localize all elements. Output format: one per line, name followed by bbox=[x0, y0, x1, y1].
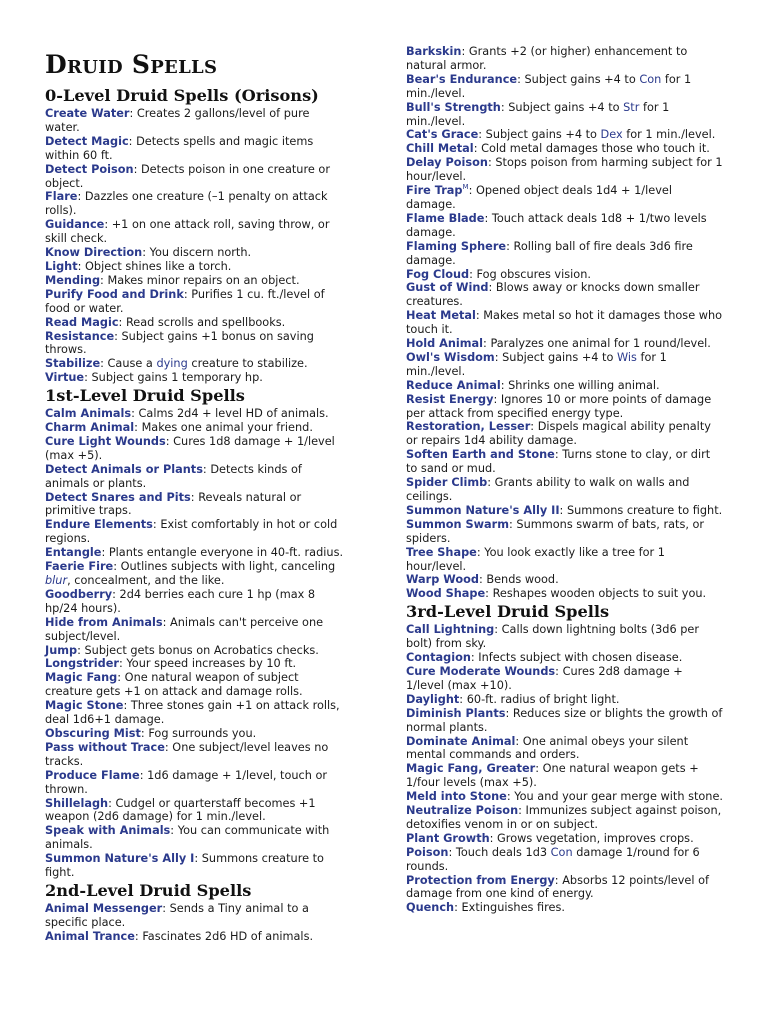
spell-entry-charm-animal: Charm Animal: Makes one animal your friend. bbox=[45, 421, 313, 435]
spell-name-link[interactable]: Summon Nature's Ally II bbox=[406, 503, 560, 517]
spell-description: One natural weapon of subject creature gets +1 on attack and damage rolls. bbox=[45, 671, 303, 699]
spell-description: Turns stone to clay, or dirt to sand or mud. bbox=[406, 448, 711, 476]
spell-description: Grants ability to walk on walls and ceilings. bbox=[406, 476, 690, 503]
spell-description: Exist comfortably in hot or cold regions. bbox=[45, 518, 338, 546]
spell-description: Dazzles one creature (–1 penalty on attack rolls). bbox=[45, 190, 328, 218]
spell-description: Summons creature to fight. bbox=[566, 503, 723, 517]
spell-description: Fascinates 2d6 HD of animals. bbox=[142, 929, 314, 943]
spell-description: Cures 2d8 damage + 1/level (max +10). bbox=[406, 664, 683, 692]
spell-entry-shillelagh: Shillelagh: Cudgel or quarterstaff becomes +1 weapon (2d6 damage) for 1 min./level. bbox=[45, 796, 316, 824]
spell-entry-animal-messenger: Animal Messenger: Sends a Tiny animal to a specific place. bbox=[45, 901, 309, 929]
spell-name-link[interactable]: Animal Trance bbox=[45, 929, 135, 943]
spell-description: Read scrolls and spellbooks. bbox=[125, 315, 286, 329]
spell-entry-tree-shape: Tree Shape: You look exactly like a tree for 1 hour/level. bbox=[406, 545, 665, 573]
spell-name-link[interactable]: Longstrider bbox=[45, 657, 119, 671]
spell-entry-reduce-animal: Reduce Animal: Shrinks one willing animal. bbox=[406, 378, 660, 392]
spell-entry-flare: Flare: Dazzles one creature (–1 penalty on attack rolls). bbox=[45, 190, 328, 218]
spell-entry-jump: Jump: Subject gets bonus on Acrobatics checks. bbox=[45, 643, 319, 657]
spell-description: Makes minor repairs on an object. bbox=[107, 273, 300, 287]
spell-description: Calms 2d4 + level HD of animals. bbox=[138, 407, 329, 421]
spell-name-link[interactable]: Dominate Animal bbox=[406, 734, 516, 748]
spell-description: Detects kinds of animals or plants. bbox=[45, 462, 302, 490]
spell-name-link[interactable]: Protection from Energy bbox=[406, 873, 555, 887]
spell-name-link[interactable]: Endure Elements bbox=[45, 518, 153, 532]
spell-description: Cures 1d8 damage + 1/level (max +5). bbox=[45, 434, 335, 462]
spell-description: Fog surrounds you. bbox=[148, 726, 257, 740]
spell-name-link[interactable]: Fire Trap bbox=[406, 184, 463, 198]
spell-entry-speak-with-animals: Speak with Animals: You can communicate with animals. bbox=[45, 824, 330, 852]
spell-description: Creates 2 gallons/level of pure water. bbox=[45, 107, 310, 134]
spell-entry-flaming-sphere: Flaming Sphere: Rolling ball of fire deals 3d6 fire damage. bbox=[406, 239, 693, 267]
spell-name-link[interactable]: Know Direction bbox=[45, 246, 143, 260]
spell-description: Object shines like a torch. bbox=[85, 259, 232, 273]
spell-entry-soften-earth-and-stone: Soften Earth and Stone: Turns stone to clay, or dirt to sand or mud. bbox=[406, 448, 711, 476]
spell-description: Grows vegetation, improves crops. bbox=[497, 831, 694, 845]
spell-name-link[interactable]: Flare bbox=[45, 190, 78, 204]
spell-description: for 1 min./level. bbox=[622, 128, 716, 142]
spell-name-link[interactable]: Guidance bbox=[45, 218, 105, 232]
spell-description: Opened object deals 1d4 + 1/level damage. bbox=[406, 184, 672, 211]
spell-description: You can communicate with animals. bbox=[45, 824, 330, 852]
spell-name-link[interactable]: Entangle bbox=[45, 546, 102, 560]
spell-description: creature to stabilize. bbox=[187, 357, 308, 371]
spell-description: Purifies 1 cu. ft./level of food or water. bbox=[45, 287, 325, 315]
spell-entry-restoration-lesser: Restoration, Lesser: Dispels magical ability penalty or repairs 1d4 ability damage. bbox=[406, 420, 711, 448]
spell-name-link[interactable]: Virtue bbox=[45, 371, 85, 385]
spell-description: Reveals natural or primitive traps. bbox=[45, 490, 302, 518]
spell-name-link[interactable]: Hold Animal bbox=[406, 337, 484, 351]
spell-entry-guidance: Guidance: +1 on one attack roll, saving throw, or skill check. bbox=[45, 218, 330, 246]
spell-name-link[interactable]: Warp Wood bbox=[406, 573, 479, 587]
right-column bbox=[406, 0, 724, 915]
spell-description: Makes one animal your friend. bbox=[141, 421, 313, 435]
spell-description: Makes metal so hot it damages those who touch it. bbox=[406, 309, 723, 337]
spell-name-link[interactable]: Cure Moderate Wounds bbox=[406, 664, 556, 678]
spell-description: You and your gear merge with stone. bbox=[514, 790, 723, 804]
spell-entry-pass-without-trace: Pass without Trace: One subject/level leaves no tracks. bbox=[45, 740, 329, 768]
spell-name-link[interactable]: Stabilize bbox=[45, 357, 101, 371]
spell-name-link[interactable]: Pass without Trace bbox=[45, 740, 165, 754]
spell-description: Cold metal damages those who touch it. bbox=[481, 142, 710, 156]
spell-description: damage 1/round for 6 rounds. bbox=[406, 845, 700, 873]
spell-entry-diminish-plants: Diminish Plants: Reduces size or blights the growth of normal plants. bbox=[406, 706, 723, 734]
spell-entry-owl-s-wisdom: Owl's Wisdom: Subject gains +4 to Wis for 1 min./level. bbox=[406, 350, 667, 378]
page-title: Druid Spells bbox=[45, 50, 218, 79]
spell-name-link[interactable]: Gust of Wind bbox=[406, 281, 489, 295]
spell-name-link[interactable]: Poison bbox=[406, 845, 449, 859]
spell-name-link[interactable]: Contagion bbox=[406, 651, 471, 665]
spell-name-link[interactable]: Cure Light Wounds bbox=[45, 434, 166, 448]
spell-name-link[interactable]: Create Water bbox=[45, 107, 130, 120]
spell-name-link[interactable]: Wood Shape bbox=[406, 587, 486, 601]
spell-entry-resistance: Resistance: Subject gains +1 bonus on saving throws. bbox=[45, 329, 314, 357]
spell-description: Extinguishes fires. bbox=[461, 901, 565, 915]
spell-name-link[interactable]: Mending bbox=[45, 273, 101, 287]
spell-entry-stabilize: Stabilize: Cause a dying creature to stabilize. bbox=[45, 357, 308, 371]
spell-entry-summon-nature-s-ally-i: Summon Nature's Ally I: Summons creature to fight. bbox=[45, 852, 324, 880]
spell-entry-gust-of-wind: Gust of Wind: Blows away or knocks down smaller creatures. bbox=[406, 281, 700, 309]
spell-name-link[interactable]: Goodberry bbox=[45, 587, 113, 601]
spell-entry-fire-trap: Fire Trap$^M$: Opened object deals 1d4 + 1/level damage. bbox=[406, 183, 672, 211]
spell-description: Grants +2 (or higher) enhancement to natural armor. bbox=[406, 45, 688, 72]
left-column bbox=[45, 0, 345, 944]
spell-description: Cause a bbox=[107, 357, 157, 371]
spell-description: Sends a Tiny animal to a specific place. bbox=[45, 901, 309, 929]
spell-entry-quench: Quench: Extinguishes fires. bbox=[406, 901, 565, 915]
spell-description: You discern north. bbox=[149, 246, 252, 260]
spell-entry-wood-shape: Wood Shape: Reshapes wooden objects to suit you. bbox=[406, 587, 707, 601]
spell-name-link[interactable]: Plant Growth bbox=[406, 831, 490, 845]
spell-entry-detect-magic: Detect Magic: Detects spells and magic items within 60 ft. bbox=[45, 134, 314, 162]
spell-name-link[interactable]: Charm Animal bbox=[45, 421, 135, 435]
spell-name-link[interactable]: Faerie Fire bbox=[45, 560, 114, 574]
spell-name-link[interactable]: Spider Climb bbox=[406, 476, 488, 490]
spell-description: Reduces size or blights the growth of normal plants. bbox=[406, 706, 723, 734]
spell-entry-read-magic: Read Magic: Read scrolls and spellbooks. bbox=[45, 315, 286, 329]
spell-entry-fog-cloud: Fog Cloud: Fog obscures vision. bbox=[406, 267, 591, 281]
spell-entry-detect-snares-and-pits: Detect Snares and Pits: Reveals natural or primitive traps. bbox=[45, 490, 302, 518]
spell-entry-animal-trance: Animal Trance: Fascinates 2d6 HD of animals. bbox=[45, 929, 314, 943]
spell-entry-summon-swarm: Summon Swarm: Summons swarm of bats, rats, or spiders. bbox=[406, 517, 705, 545]
spell-name-link[interactable]: Read Magic bbox=[45, 315, 119, 329]
spell-name-link[interactable]: Delay Poison bbox=[406, 156, 488, 170]
spell-description: Detects poison in one creature or object. bbox=[45, 162, 330, 190]
spell-description: Stops poison from harming subject for 1 hour/level. bbox=[406, 156, 723, 184]
spell-description: 2d4 berries each cure 1 hp (max 8 hp/24 hours). bbox=[45, 587, 316, 615]
spell-description: for 1 min./level. bbox=[406, 350, 667, 378]
spell-name-link[interactable]: Quench bbox=[406, 901, 455, 915]
spell-entry-faerie-fire: Faerie Fire: Outlines subjects with light, canceling blur, concealment, and the like. bbox=[45, 560, 336, 587]
spell-description: Subject gains +1 bonus on saving throws. bbox=[45, 329, 314, 357]
spell-name-link[interactable]: Detect Animals or Plants bbox=[45, 462, 203, 476]
spell-description: Fog obscures vision. bbox=[476, 267, 591, 281]
spell-description: Dispels magical ability penalty or repairs 1d4 ability damage. bbox=[406, 420, 711, 448]
spell-name-link[interactable]: Barkskin bbox=[406, 45, 462, 58]
spell-description: You look exactly like a tree for 1 hour/level. bbox=[406, 545, 665, 573]
spell-name-link[interactable]: Diminish Plants bbox=[406, 706, 506, 720]
spell-name-link[interactable]: Summon Swarm bbox=[406, 517, 509, 531]
spell-name-link[interactable]: Meld into Stone bbox=[406, 790, 507, 804]
spell-name-link[interactable]: Obscuring Mist bbox=[45, 726, 141, 740]
spell-name-link[interactable]: Bear's Endurance bbox=[406, 72, 518, 86]
spell-description: Detects spells and magic items within 60 ft. bbox=[45, 134, 314, 162]
inline-reference-link[interactable]: Wis bbox=[617, 350, 637, 364]
spell-description: Cudgel or quarterstaff becomes +1 weapon (2d6 damage) for 1 min./level. bbox=[45, 796, 316, 824]
spell-entry-purify-food-and-drink: Purify Food and Drink: Purifies 1 cu. ft./level of food or water. bbox=[45, 287, 325, 315]
spell-description: Your speed increases by 10 ft. bbox=[126, 657, 297, 671]
spell-entry-protection-from-energy: Protection from Energy: Absorbs 12 points/level of damage from one kind of energy. bbox=[406, 873, 709, 901]
spell-description: Summons swarm of bats, rats, or spiders. bbox=[406, 517, 705, 545]
spell-name-link[interactable]: Bull's Strength bbox=[406, 100, 501, 114]
spell-entry-delay-poison: Delay Poison: Stops poison from harming subject for 1 hour/level. bbox=[406, 156, 723, 184]
spell-entry-hold-animal: Hold Animal: Paralyzes one animal for 1 round/level. bbox=[406, 337, 711, 351]
spell-entry-calm-animals: Calm Animals: Calms 2d4 + level HD of animals. bbox=[45, 407, 329, 421]
spell-description: Subject gains +4 to bbox=[524, 72, 640, 86]
inline-reference-link[interactable]: Con bbox=[639, 72, 662, 86]
spell-name-link[interactable]: Soften Earth and Stone bbox=[406, 448, 555, 462]
spell-entry-meld-into-stone: Meld into Stone: You and your gear merge with stone. bbox=[406, 790, 723, 804]
spell-name-link[interactable]: Summon Nature's Ally I bbox=[45, 852, 195, 866]
spell-entry-neutralize-poison: Neutralize Poison: Immunizes subject against poison, detoxifies venom in or on subject. bbox=[406, 804, 722, 831]
section-heading-2nd-level-druid-spells: 2nd-Level Druid Spells bbox=[45, 880, 252, 900]
material-component-marker: M bbox=[462, 183, 469, 192]
spell-entry-bear-s-endurance: Bear's Endurance: Subject gains +4 to Con for 1 min./level. bbox=[406, 72, 692, 100]
spell-entry-bull-s-strength: Bull's Strength: Subject gains +4 to Str for 1 min./level. bbox=[406, 100, 670, 128]
spell-description: Subject gains +4 to bbox=[508, 100, 624, 114]
spell-description: Three stones gain +1 on attack rolls, deal 1d6+1 damage. bbox=[45, 699, 340, 727]
spell-name-link[interactable]: Detect Magic bbox=[45, 134, 129, 148]
spell-entry-contagion: Contagion: Infects subject with chosen disease. bbox=[406, 651, 683, 665]
section-heading-1st-level-druid-spells: 1st-Level Druid Spells bbox=[45, 386, 245, 406]
spell-description: for 1 min./level. bbox=[406, 100, 670, 128]
spell-name-link[interactable]: Cat's Grace bbox=[406, 128, 479, 142]
spell-name-link[interactable]: Resistance bbox=[45, 329, 115, 343]
spell-description: Calls down lightning bolts (3d6 per bolt) from sky. bbox=[406, 623, 699, 651]
spell-entry-cure-moderate-wounds: Cure Moderate Wounds: Cures 2d8 damage + 1/level (max +10). bbox=[406, 664, 683, 692]
spell-entry-flame-blade: Flame Blade: Touch attack deals 1d8 + 1/two levels damage. bbox=[406, 211, 707, 239]
section-heading-3rd-level-druid-spells: 3rd-Level Druid Spells bbox=[406, 602, 610, 622]
spell-description: , concealment, and the like. bbox=[67, 574, 225, 587]
spell-entry-plant-growth: Plant Growth: Grows vegetation, improves crops. bbox=[406, 831, 694, 845]
spell-description: Touch attack deals 1d8 + 1/two levels damage. bbox=[406, 211, 707, 239]
spell-name-link[interactable]: Neutralize Poison bbox=[406, 804, 519, 818]
spell-description: Subject gains +4 to bbox=[502, 350, 617, 364]
spell-entry-goodberry: Goodberry: 2d4 berries each cure 1 hp (max 8 hp/24 hours). bbox=[45, 587, 316, 615]
spell-description: Paralyzes one animal for 1 round/level. bbox=[490, 337, 711, 351]
spell-name-link[interactable]: Light bbox=[45, 259, 78, 273]
spell-entry-hide-from-animals: Hide from Animals: Animals can't perceive one subject/level. bbox=[45, 615, 324, 643]
spell-description: Rolling ball of fire deals 3d6 fire damage. bbox=[406, 239, 693, 267]
spell-entry-obscuring-mist: Obscuring Mist: Fog surrounds you. bbox=[45, 726, 257, 740]
spell-entry-heat-metal: Heat Metal: Makes metal so hot it damages those who touch it. bbox=[406, 309, 723, 337]
inline-reference-link[interactable]: blur bbox=[45, 574, 68, 587]
spell-entry-cure-light-wounds: Cure Light Wounds: Cures 1d8 damage + 1/level (max +5). bbox=[45, 434, 335, 462]
spell-name-link[interactable]: Calm Animals bbox=[45, 407, 132, 421]
spell-description: Touch deals 1d3 bbox=[455, 845, 551, 859]
spell-description: Immunizes subject against poison, detoxifies venom in or on subject. bbox=[406, 804, 722, 831]
spell-entry-detect-animals-or-plants: Detect Animals or Plants: Detects kinds of animals or plants. bbox=[45, 462, 302, 490]
spell-name-link[interactable]: Reduce Animal bbox=[406, 378, 501, 392]
spell-entry-summon-nature-s-ally-ii: Summon Nature's Ally II: Summons creature to fight. bbox=[406, 503, 723, 517]
spell-entry-light: Light: Object shines like a torch. bbox=[45, 259, 232, 273]
spell-entry-daylight: Daylight: 60-ft. radius of bright light. bbox=[406, 692, 620, 706]
spell-entry-create-water: Create Water: Creates 2 gallons/level of pure water. bbox=[45, 107, 310, 134]
spell-description: Subject gains 1 temporary hp. bbox=[91, 371, 263, 385]
spell-entry-barkskin: Barkskin: Grants +2 (or higher) enhancement to natural armor. bbox=[406, 45, 688, 72]
spell-name-link[interactable]: Animal Messenger bbox=[45, 901, 163, 915]
spell-entry-detect-poison: Detect Poison: Detects poison in one creature or object. bbox=[45, 162, 330, 190]
spell-name-link[interactable]: Tree Shape bbox=[406, 545, 477, 559]
inline-reference-link[interactable]: Dex bbox=[600, 128, 623, 142]
spell-name-link[interactable]: Speak with Animals bbox=[45, 824, 171, 838]
spell-name-link[interactable]: Heat Metal bbox=[406, 309, 476, 323]
spell-entry-magic-fang: Magic Fang: One natural weapon of subject creature gets +1 on attack and damage rolls. bbox=[45, 671, 303, 699]
spell-entry-produce-flame: Produce Flame: 1d6 damage + 1/level, touch or thrown. bbox=[45, 768, 328, 796]
spell-entry-mending: Mending: Makes minor repairs on an object. bbox=[45, 273, 300, 287]
spell-name-link[interactable]: Purify Food and Drink bbox=[45, 287, 184, 301]
spell-entry-warp-wood: Warp Wood: Bends wood. bbox=[406, 573, 559, 587]
spell-name-link[interactable]: Magic Fang bbox=[45, 671, 118, 685]
spell-entry-dominate-animal: Dominate Animal: One animal obeys your silent mental commands and orders. bbox=[406, 734, 689, 762]
spell-name-link[interactable]: Magic Stone bbox=[45, 699, 124, 713]
spell-description: One natural weapon gets + 1/four levels (max +5). bbox=[406, 762, 699, 790]
spell-entry-endure-elements: Endure Elements: Exist comfortably in hot or cold regions. bbox=[45, 518, 338, 546]
spell-entry-spider-climb: Spider Climb: Grants ability to walk on walls and ceilings. bbox=[406, 476, 690, 503]
spell-description: for 1 min./level. bbox=[406, 72, 692, 100]
spell-name-link[interactable]: Flame Blade bbox=[406, 211, 485, 225]
spell-entry-virtue: Virtue: Subject gains 1 temporary hp. bbox=[45, 371, 263, 385]
spell-description: Animals can't perceive one subject/level. bbox=[45, 615, 324, 643]
spell-entry-call-lightning: Call Lightning: Calls down lightning bolts (3d6 per bolt) from sky. bbox=[406, 623, 699, 651]
spell-description: Summons creature to fight. bbox=[45, 852, 324, 880]
inline-reference-link[interactable]: dying bbox=[156, 357, 188, 371]
spell-name-link[interactable]: Resist Energy bbox=[406, 392, 494, 406]
spell-entry-magic-fang-greater: Magic Fang, Greater: One natural weapon gets + 1/four levels (max +5). bbox=[406, 762, 699, 790]
spell-description: +1 on one attack roll, saving throw, or skill check. bbox=[45, 218, 330, 246]
spell-name-link[interactable]: Chill Metal bbox=[406, 142, 474, 156]
spell-name-link[interactable]: Jump bbox=[45, 643, 78, 657]
spell-name-link[interactable]: Detect Snares and Pits bbox=[45, 490, 191, 504]
spell-description: Subject gains +4 to bbox=[485, 128, 601, 142]
spell-name-link[interactable]: Detect Poison bbox=[45, 162, 134, 176]
spell-entry-chill-metal: Chill Metal: Cold metal damages those who touch it. bbox=[406, 142, 710, 156]
spell-entry-longstrider: Longstrider: Your speed increases by 10 ft. bbox=[45, 657, 297, 671]
spell-name-link[interactable]: Hide from Animals bbox=[45, 615, 163, 629]
spell-name-link[interactable]: Restoration, Lesser bbox=[406, 420, 531, 434]
spell-description: Plants entangle everyone in 40-ft. radius. bbox=[108, 546, 344, 560]
spell-name-link[interactable]: Daylight bbox=[406, 692, 460, 706]
inline-reference-link[interactable]: Con bbox=[550, 845, 573, 859]
spell-entry-cat-s-grace: Cat's Grace: Subject gains +4 to Dex for 1 min./level. bbox=[406, 128, 716, 142]
spell-name-link[interactable]: Produce Flame bbox=[45, 768, 140, 782]
spell-description: One subject/level leaves no tracks. bbox=[45, 740, 329, 768]
spell-name-link[interactable]: Flaming Sphere bbox=[406, 239, 507, 253]
spell-description: One animal obeys your silent mental commands and orders. bbox=[406, 734, 689, 762]
spell-name-link[interactable]: Shillelagh bbox=[45, 796, 109, 810]
spell-description: Bends wood. bbox=[486, 573, 559, 587]
spell-description: Absorbs 12 points/level of damage from one kind of energy. bbox=[406, 873, 709, 901]
inline-reference-link[interactable]: Str bbox=[623, 100, 640, 114]
spell-entry-entangle: Entangle: Plants entangle everyone in 40-ft. radius. bbox=[45, 546, 344, 560]
spell-description: 1d6 damage + 1/level, touch or thrown. bbox=[45, 768, 328, 796]
spell-description: 60-ft. radius of bright light. bbox=[466, 692, 620, 706]
spell-entry-resist-energy: Resist Energy: Ignores 10 or more points of damage per attack from specified energy type. bbox=[406, 392, 712, 420]
spell-name-link[interactable]: Owl's Wisdom bbox=[406, 350, 495, 364]
spell-description: Reshapes wooden objects to suit you. bbox=[492, 587, 707, 601]
spell-name-link[interactable]: Call Lightning bbox=[406, 623, 495, 637]
spell-description: Outlines subjects with light, canceling bbox=[120, 560, 336, 574]
spell-description: Blows away or knocks down smaller creatures. bbox=[406, 281, 700, 309]
section-heading-0-level-druid-spells-orisons: 0-Level Druid Spells (Orisons) bbox=[45, 86, 319, 105]
spell-entry-poison: Poison: Touch deals 1d3 Con damage 1/round for 6 rounds. bbox=[406, 845, 700, 873]
spell-description: Ignores 10 or more points of damage per attack from specified energy type. bbox=[406, 392, 712, 420]
spell-description: Infects subject with chosen disease. bbox=[478, 651, 683, 665]
spell-entry-magic-stone: Magic Stone: Three stones gain +1 on attack rolls, deal 1d6+1 damage. bbox=[45, 699, 340, 727]
spell-name-link[interactable]: Magic Fang, Greater bbox=[406, 762, 536, 776]
spell-description: Subject gets bonus on Acrobatics checks. bbox=[84, 643, 319, 657]
spell-description: Shrinks one willing animal. bbox=[508, 378, 660, 392]
spell-name-link[interactable]: Fog Cloud bbox=[406, 267, 470, 281]
spell-entry-know-direction: Know Direction: You discern north. bbox=[45, 246, 252, 260]
